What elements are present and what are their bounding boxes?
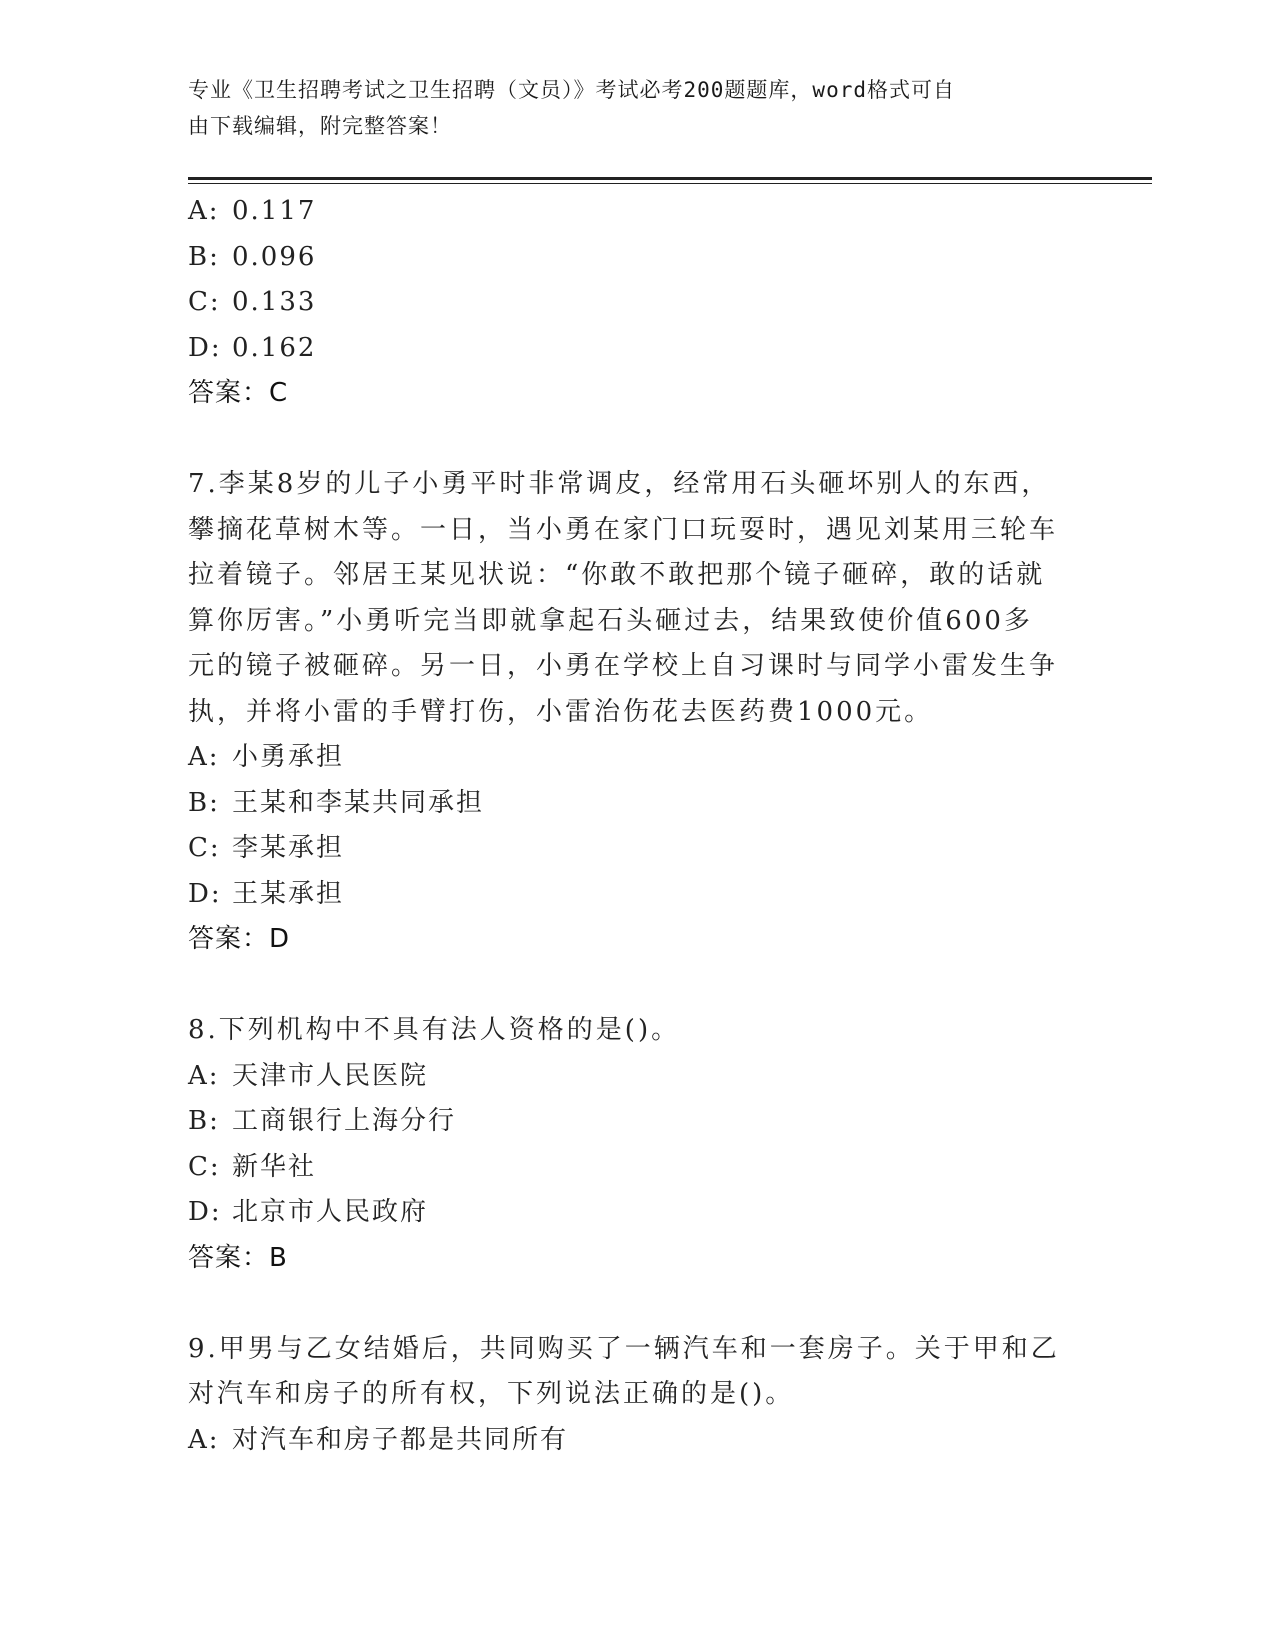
option-a: A: 小勇承担 [188,742,345,772]
stem-line: 7.李某8岁的儿子小勇平时非常调皮，经常用石头砸坏别人的东西， [188,469,1051,499]
header-line-1: 专业《卫生招聘考试之卫生招聘（文员）》考试必考200题题库，word格式可自 [188,78,955,102]
spacer [188,1281,1088,1327]
question-8 [188,1008,1088,1281]
header-line-2: 由下载编辑，附完整答案！ [188,114,452,138]
header-rule-thick [188,177,1152,180]
stem-line: 元的镜子被砸碎。另一日，小勇在学校上自习课时与同学小雷发生争 [188,651,1059,681]
answer-8: 答案：B [188,1242,288,1273]
option-c: C: 新华社 [188,1151,317,1182]
spacer [188,417,1088,463]
option-b: B: 工商银行上海分行 [188,1106,457,1136]
stem-line: 算你厉害。”小勇听完当即就拿起石头砸过去，结果致使价值600多 [188,605,1033,636]
answer-6: 答案：C [188,378,289,408]
spacer [188,963,1088,1009]
question-9-stem [188,1327,1088,1418]
question-6-options [188,189,1088,417]
stem-line: 9.甲男与乙女结婚后，共同购买了一辆汽车和一套房子。关于甲和乙 [188,1333,1060,1364]
stem-line: 8.下列机构中不具有法人资格的是()。 [188,1015,681,1045]
question-7 [188,462,1088,963]
option-c: C: 0.133 [188,287,317,317]
question-9 [188,1327,1088,1464]
stem-line: 执，并将小雷的手臂打伤，小雷治伤花去医药费1000元。 [188,696,934,727]
answer-7: 答案：D [188,924,291,954]
header-rule-thin [188,183,1152,184]
option-d: D: 北京市人民政府 [188,1197,429,1227]
stem-line: 攀摘花草树木等。一日，当小勇在家门口玩耍时，遇见刘某用三轮车 [188,514,1059,545]
document-header [188,72,1068,144]
stem-line: 对汽车和房子的所有权，下列说法正确的是()。 [188,1379,795,1409]
option-b: B: 王某和李某共同承担 [188,787,485,818]
option-c: C: 李某承担 [188,833,345,863]
option-b: B: 0.096 [188,241,317,272]
option-a: A: 0.117 [188,196,317,226]
option-a: A: 对汽车和房子都是共同所有 [188,1424,569,1455]
question-8-stem [188,1008,1088,1054]
question-7-stem [188,462,1088,735]
document-body [188,189,1088,1463]
option-d: D: 王某承担 [188,878,345,909]
option-a: A: 天津市人民医院 [188,1060,429,1091]
option-d: D: 0.162 [188,332,317,363]
stem-line: 拉着镜子。邻居王某见状说：“你敢不敢把那个镜子砸碎，敢的话就 [188,560,1046,590]
